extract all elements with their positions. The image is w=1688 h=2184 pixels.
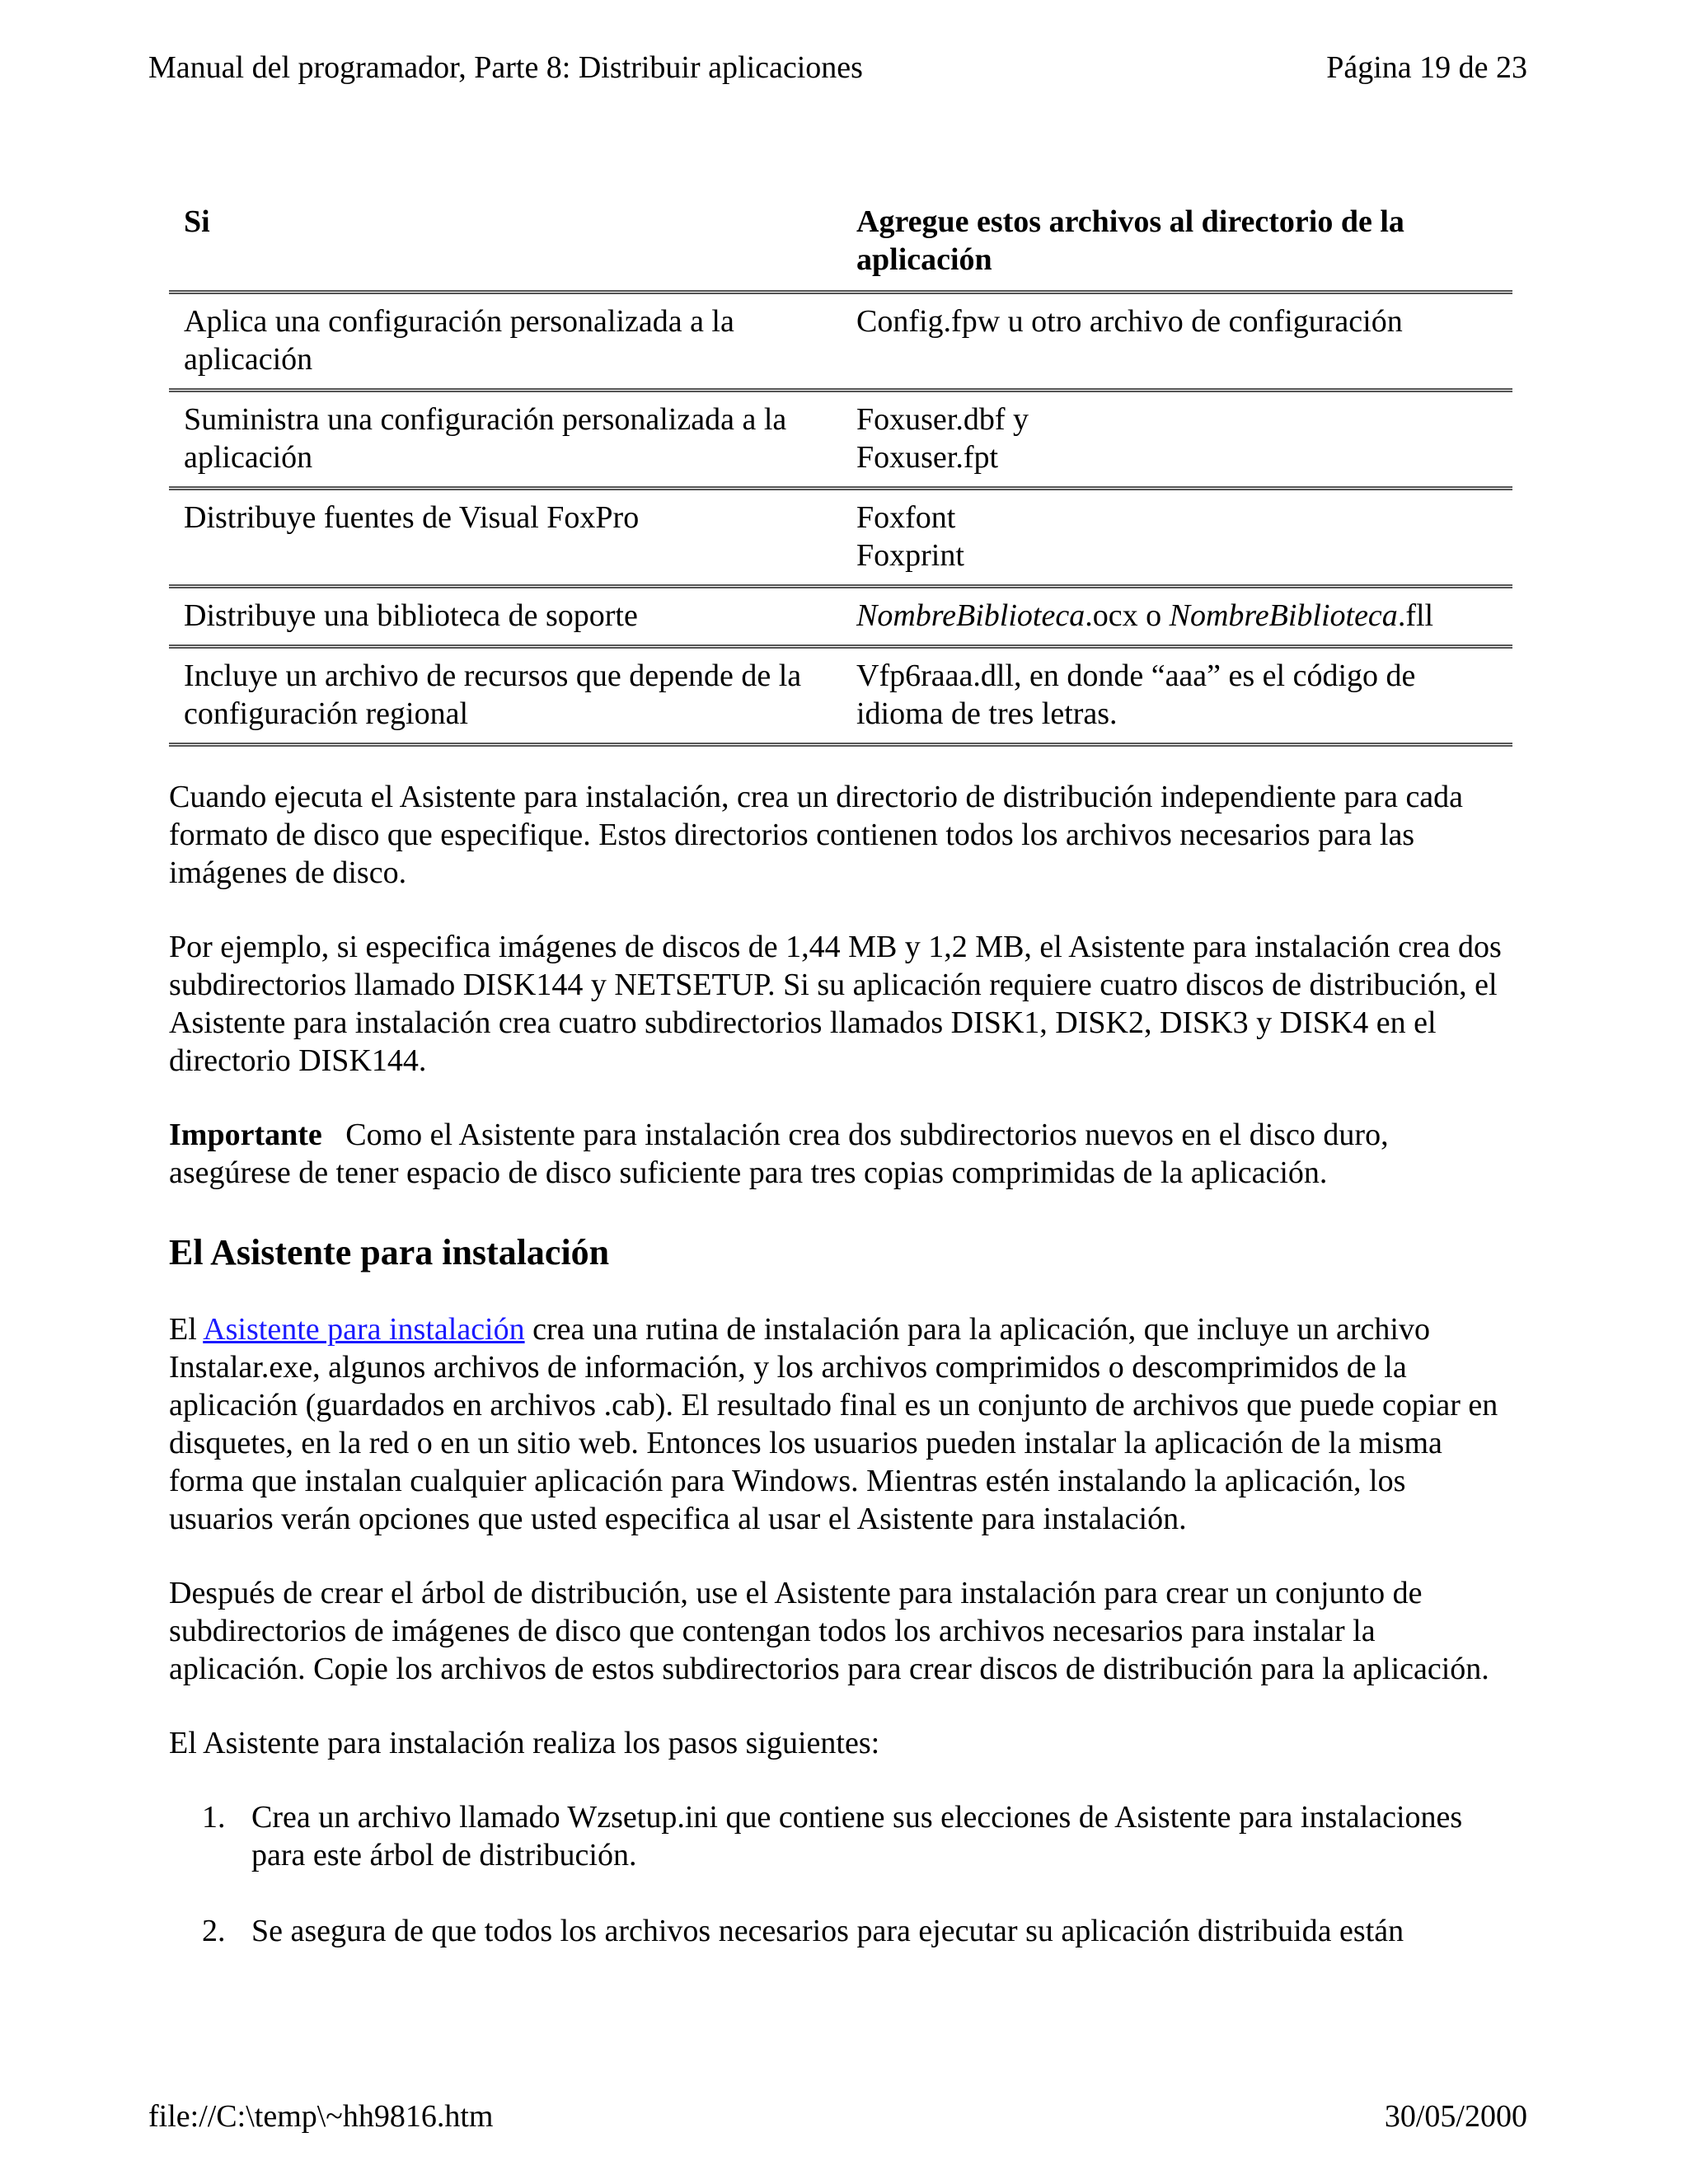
header-title: Manual del programador, Parte 8: Distribuir aplicaciones [148,50,863,85]
table-row [169,293,1512,391]
page-content [169,196,1512,1988]
table-header-row [169,196,1512,293]
section-heading: El Asistente para instalación [169,1232,610,1272]
footer-date: 30/05/2000 [1384,2099,1527,2134]
list-item [169,1912,1512,1950]
files-table [169,196,1512,747]
file-name: Foxfont [856,500,956,535]
paragraph: El Asistente para instalación realiza los pasos siguientes: [169,1726,880,1760]
table-row [169,489,1512,587]
table-cell-condition: Aplica una configuración personalizada a la aplicación [184,304,734,377]
table-row [169,587,1512,647]
table-cell-condition: Suministra una configuración personalizada a la aplicación [184,402,787,475]
setup-wizard-link[interactable]: Asistente para instalación [203,1312,525,1347]
important-label: Importante [169,1118,322,1152]
table-header-condition: Si [184,204,210,239]
step-number: 1. [202,1800,226,1835]
table-header-files: Agregue estos archivos al directorio de la aplicación [856,204,1404,277]
important-note [169,1116,1512,1192]
footer-url: file://C:\temp\~hh9816.htm [148,2099,494,2134]
paragraph [169,1310,1512,1538]
table-cell-files [842,587,1512,647]
table-cell-condition: Distribuye fuentes de Visual FoxPro [184,500,640,535]
table-cell-files [842,489,1512,587]
steps-list [169,1798,1512,1950]
file-extension-text: .fll [1397,598,1434,633]
file-name: Foxuser.fpt [856,440,999,475]
table-row [169,391,1512,489]
table-cell-files: Config.fpw u otro archivo de configuración [856,304,1403,339]
paragraph-text: crea una rutina de instalación para la aplicación, que incluye un archivo Instalar.exe, algunos archivos de información, y los archivos comprimidos o descomprimidos de la aplicación (guardados en archivos .cab). El resultado final es un conjunto de archivos que puede copiar en disquetes, en la red o en un sitio web. Entonces los usuarios pueden instalar la aplicación de la misma forma que instalan cualquier aplicación para Windows. Mientras estén instalando la aplicación, los usuarios verán opciones que usted especifica al usar el Asistente para instalación. [169,1312,1498,1536]
table-cell-condition: Distribuye una biblioteca de soporte [184,598,638,633]
step-text: Crea un archivo llamado Wzsetup.ini que contiene sus elecciones de Asistente para instalaciones para este árbol de distribución. [251,1800,1463,1872]
paragraph: Después de crear el árbol de distribución, use el Asistente para instalación para crear un conjunto de subdirectorios de imágenes de disco que contengan todos los archivos necesarios para instalar la aplicación. Copie los archivos de estos subdirectorios para crear discos de distribución para la aplicación. [169,1576,1489,1686]
table-cell-files [842,391,1512,489]
table-row [169,647,1512,745]
file-name: Foxprint [856,538,964,573]
table-cell-condition: Incluye un archivo de recursos que depende de la configuración regional [184,658,802,731]
paragraph-text: El [169,1312,204,1347]
important-text: Como el Asistente para instalación crea dos subdirectorios nuevos en el disco duro, asegúrese de tener espacio de disco suficiente para tres copias comprimidas de la aplicación. [169,1118,1389,1190]
file-name: Foxuser.dbf y [856,402,1029,437]
paragraph: Por ejemplo, si especifica imágenes de discos de 1,44 MB y 1,2 MB, el Asistente para instalación crea dos subdirectorios llamado DISK144 y NETSETUP. Si su aplicación requiere cuatro discos de distribución, el Asistente para instalación crea cuatro subdirectorios llamados DISK1, DISK2, DISK3 y DISK4 en el directorio DISK144. [169,930,1502,1078]
page-number: Página 19 de 23 [1326,50,1527,85]
library-name-placeholder: NombreBiblioteca [1169,598,1398,633]
file-extension-text: .ocx o [1085,598,1170,633]
list-item [169,1798,1512,1874]
library-name-placeholder: NombreBiblioteca [856,598,1085,633]
step-text: Se asegura de que todos los archivos necesarios para ejecutar su aplicación distribuida están [251,1914,1404,1948]
step-number: 2. [202,1914,226,1948]
paragraph: Cuando ejecuta el Asistente para instalación, crea un directorio de distribución independiente para cada formato de disco que especifique. Estos directorios contienen todos los archivos necesarios para las imágenes de disco. [169,780,1464,890]
table-cell-files: Vfp6raaa.dll, en donde “aaa” es el código de idioma de tres letras. [856,658,1416,731]
